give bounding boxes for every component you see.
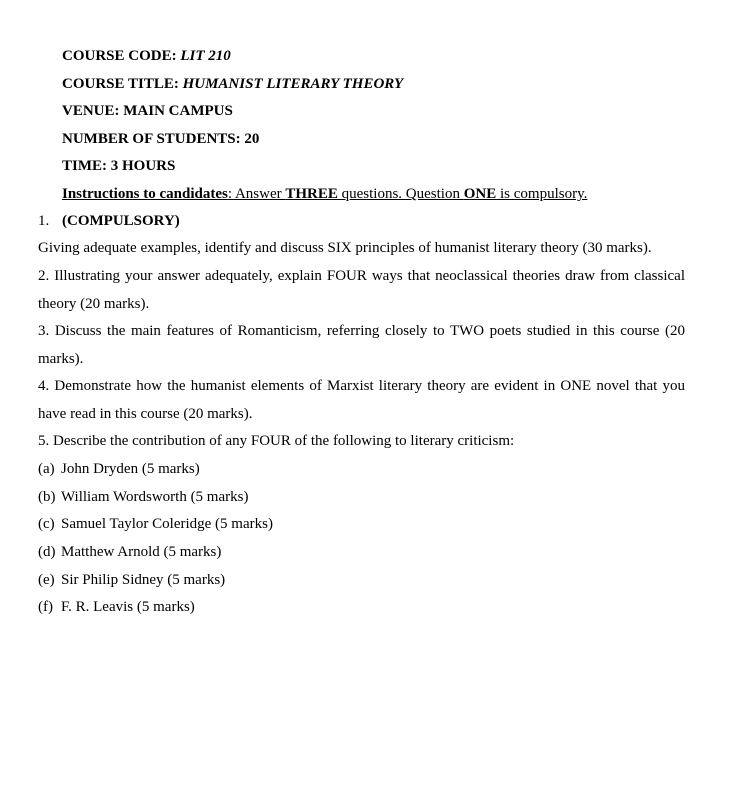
venue: VENUE: MAIN CAMPUS bbox=[62, 103, 233, 119]
course-title-label: COURSE TITLE: bbox=[62, 76, 183, 92]
option-letter: (c) bbox=[38, 516, 55, 532]
course-code-value: LIT 210 bbox=[180, 48, 231, 64]
instructions-label: Instructions to candidates bbox=[62, 186, 228, 202]
option-d bbox=[38, 543, 221, 561]
instructions-text-b: questions. Question bbox=[337, 186, 464, 202]
instructions-compulsory-question: ONE bbox=[463, 186, 497, 202]
exam-time: TIME: 3 HOURS bbox=[62, 158, 176, 174]
option-letter: (a) bbox=[38, 461, 55, 477]
course-code bbox=[62, 47, 231, 65]
question-1-text: Giving adequate examples, identify and discuss SIX principles of humanist literary theory (30 marks). bbox=[38, 240, 652, 256]
option-text: Samuel Taylor Coleridge (5 marks) bbox=[61, 516, 273, 532]
option-letter: (e) bbox=[38, 572, 55, 588]
question-5-text: 5. Describe the contribution of any FOUR of the following to literary criticism: bbox=[38, 433, 515, 449]
option-c bbox=[38, 515, 273, 533]
option-letter: (b) bbox=[38, 489, 56, 505]
option-e bbox=[38, 571, 225, 589]
option-a bbox=[38, 460, 200, 478]
question-1-number: 1. bbox=[38, 213, 50, 229]
instructions bbox=[62, 185, 587, 203]
option-text: John Dryden (5 marks) bbox=[61, 461, 200, 477]
instructions-count: THREE bbox=[285, 186, 338, 202]
question-4-text: 4. Demonstrate how the humanist elements of Marxist literary theory are evident in ONE novel that you have read in this course (20 marks). bbox=[38, 378, 685, 422]
course-title bbox=[62, 75, 403, 93]
option-f bbox=[38, 598, 195, 616]
course-title-value: HUMANIST LITERARY THEORY bbox=[182, 76, 404, 92]
option-text: Sir Philip Sidney (5 marks) bbox=[61, 572, 226, 588]
question-1-compulsory: (COMPULSORY) bbox=[62, 213, 180, 229]
option-text: F. R. Leavis (5 marks) bbox=[61, 599, 195, 615]
number-of-students: NUMBER OF STUDENTS: 20 bbox=[62, 131, 260, 147]
instructions-text-c: is compulsory. bbox=[496, 186, 588, 202]
course-code-label: COURSE CODE: bbox=[62, 48, 181, 64]
question-2-text: 2. Illustrating your answer adequately, explain FOUR ways that neoclassical theories draw from classical theory (20 marks). bbox=[38, 268, 685, 312]
option-text: Matthew Arnold (5 marks) bbox=[61, 544, 222, 560]
option-text: William Wordsworth (5 marks) bbox=[61, 489, 249, 505]
question-1-heading bbox=[38, 212, 180, 230]
option-b bbox=[38, 488, 248, 506]
option-letter: (f) bbox=[38, 599, 53, 615]
instructions-text-a: : Answer bbox=[227, 186, 286, 202]
question-3-text: 3. Discuss the main features of Romanticism, referring closely to TWO poets studied in this course (20 marks). bbox=[38, 323, 685, 367]
option-letter: (d) bbox=[38, 544, 56, 560]
